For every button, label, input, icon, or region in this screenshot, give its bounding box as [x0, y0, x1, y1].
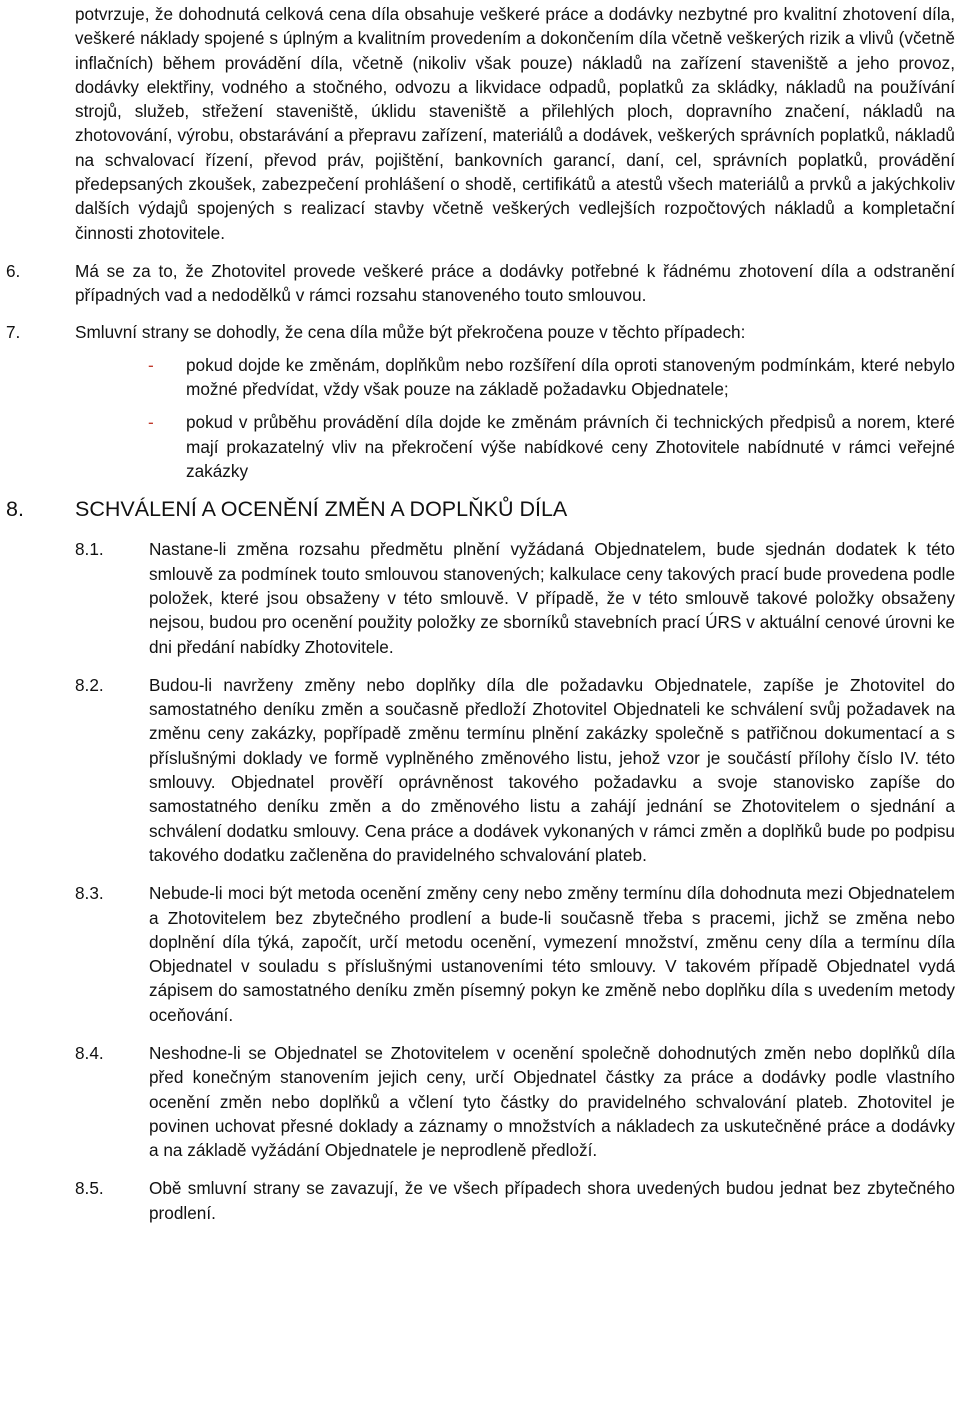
clause-8-4 [75, 1041, 955, 1162]
item-7-number: 7. [6, 321, 21, 342]
clause-8-2 [75, 673, 955, 867]
clause-number: 8.4. [75, 1042, 104, 1063]
item-7-bullet [148, 410, 955, 483]
section-8-title: SCHVÁLENÍ A OCENĚNÍ ZMĚN A DOPLŇKŮ DÍLA [75, 497, 568, 522]
clause-text: Neshodne-li se Objednatel se Zhotovitelem v ocenění společně dohodnutých změn nebo doplňků díla před konečným stanovením jejich ceny, určí Objednatel částky za práce a dodávky podle vlastního ocenění změn nebo doplňků a včlení tyto částky do pravidelného schvalování plateb. Zhotovitel je povinen uchovat přesné doklady a záznamy o množstvích a nákladech za uskutečněné práce a dodávky a na základě vyžádání Objednatele je neprodleně předloží. [149, 1042, 955, 1161]
clause-number: 8.1. [75, 539, 104, 560]
clause-8-1 [75, 537, 955, 658]
bullet-text: pokud v průběhu provádění díla dojde ke změnám právních či technických předpisů a norem, které mají prokazatelný vliv na překročení výše nabídkové ceny Zhotovitele nabídnuté v rámci veřejné zakázky [186, 412, 955, 482]
section-8-number: 8. [6, 497, 24, 522]
clause-8-3 [75, 881, 955, 1027]
clause-8-5 [75, 1176, 955, 1225]
item-7 [6, 320, 955, 344]
intro-paragraph: potvrzuje, že dohodnutá celková cena díla obsahuje veškeré práce a dodávky nezbytné pro kvalitní zhotovení díla, veškeré náklady spojené s úplným a kvalitním provedením a dokončením díla včetně veškerých rizik a vlivů (včetně inflačních) během provádění díla, včetně (nikoliv však pouze) nákladů na zařízení staveniště a jeho provoz, dodávky elektřiny, vodného a stočného, odvozu a likvidace odpadů, poplatků za skládky, nákladů na používání strojů, služeb, střežení staveniště, úklidu staveniště a přilehlých ploch, dopravního značení, nákladů na zhotovování, výrobu, obstarávání a přepravu zařízení, materiálů a dodávek, veškerých správních poplatků, nákladů na schvalovací řízení, převod práv, pojištění, bankovních garancí, daní, cel, správních poplatků, provádění předepsaných zkoušek, zabezpečení prohlášení o shodě, certifikátů a atestů všech materiálů a prvků a jakýchkoliv dalších výdajů spojených s realizací stavby včetně veškerých vedlejších rozpočtových nákladů a kompletační činnosti zhotovitele. [75, 4, 955, 243]
item-6-number: 6. [6, 260, 21, 281]
clause-number: 8.3. [75, 883, 104, 904]
clause-text: Obě smluvní strany se zavazují, že ve všech případech shora uvedených budou jednat bez zbytečného prodlení. [149, 1178, 955, 1223]
item-6-text: Má se za to, že Zhotovitel provede veškeré práce a dodávky potřebné k řádnému zhotovení díla a odstranění případných vad a nedodělků v rámci rozsahu stanoveného touto smlouvou. [75, 260, 955, 306]
bullet-dash: - [148, 354, 154, 375]
clause-text: Budou-li navrženy změny nebo doplňky díla dle požadavku Objednatele, zapíše je Zhotovitel do samostatného deníku změn a současně předloží Zhotovitel Objednateli ke schválení svůj požadavek na změnu ceny zakázky, popřípadě změnu termínu plnění zakázky společně s patřičnou dokumentací a s příslušnými doklady ve formě vyplněného změnového listu, jehož vzor je součástí přílohy číslo IV. této smlouvy. Objednatel prověří oprávněnost takového požadavku a svoje stanovisko zapíše do samostatného deníku změn a do změnového listu a zahájí jednání se Zhotovitelem o sjednání a schválení dodatku smlouvy. Cena práce a dodávek vykonaných v rámci změn a doplňků bude po podpisu takového dodatku začleněna do pravidelného schvalování plateb. [149, 674, 955, 865]
bullet-text: pokud dojde ke změnám, doplňkům nebo rozšíření díla oproti stanoveným podmínkám, které nebylo možné předvídat, vždy však pouze na základě požadavku Objednatele; [186, 354, 955, 400]
clause-number: 8.5. [75, 1178, 104, 1199]
section-8-heading [6, 495, 955, 523]
item-7-text: Smluvní strany se dohodly, že cena díla může být překročena pouze v těchto případech: [75, 321, 746, 342]
clause-number: 8.2. [75, 674, 104, 695]
clause-text: Nebude-li moci být metoda ocenění změny ceny nebo změny termínu díla dohodnuta mezi Objednatelem a Zhotovitelem bez zbytečného prodlení a bude-li současně třeba s pracemi, jichž se změna nebo doplnění díla týká, započít, určí metodu ocenění, vymezení množství, změnu ceny díla a termínu díla Objednatel v souladu s příslušnými ustanoveními této smlouvy. V takovém případě Objednatel vydá zápisem do samostatného deníku změn písemný pokyn ke změně nebo doplňku díla s uvedením metody oceňování. [149, 883, 955, 1025]
clause-text: Nastane-li změna rozsahu předmětu plnění vyžádaná Objednatelem, bude sjednán dodatek k této smlouvě za podmínek touto smlouvou stanovených; kalkulace ceny takových prací bude provedena podle položek, které jsou obsaženy v této smlouvě. V případě, že v této smlouvě takové položky obsaženy nejsou, budou pro ocenění použity položky ze sborníků stavebních prací ÚRS v aktuální cenové úrovni ke dni předání nabídky Zhotovitele. [149, 539, 955, 657]
item-6 [6, 259, 955, 308]
bullet-dash: - [148, 412, 154, 433]
item-7-bullet [148, 353, 955, 402]
